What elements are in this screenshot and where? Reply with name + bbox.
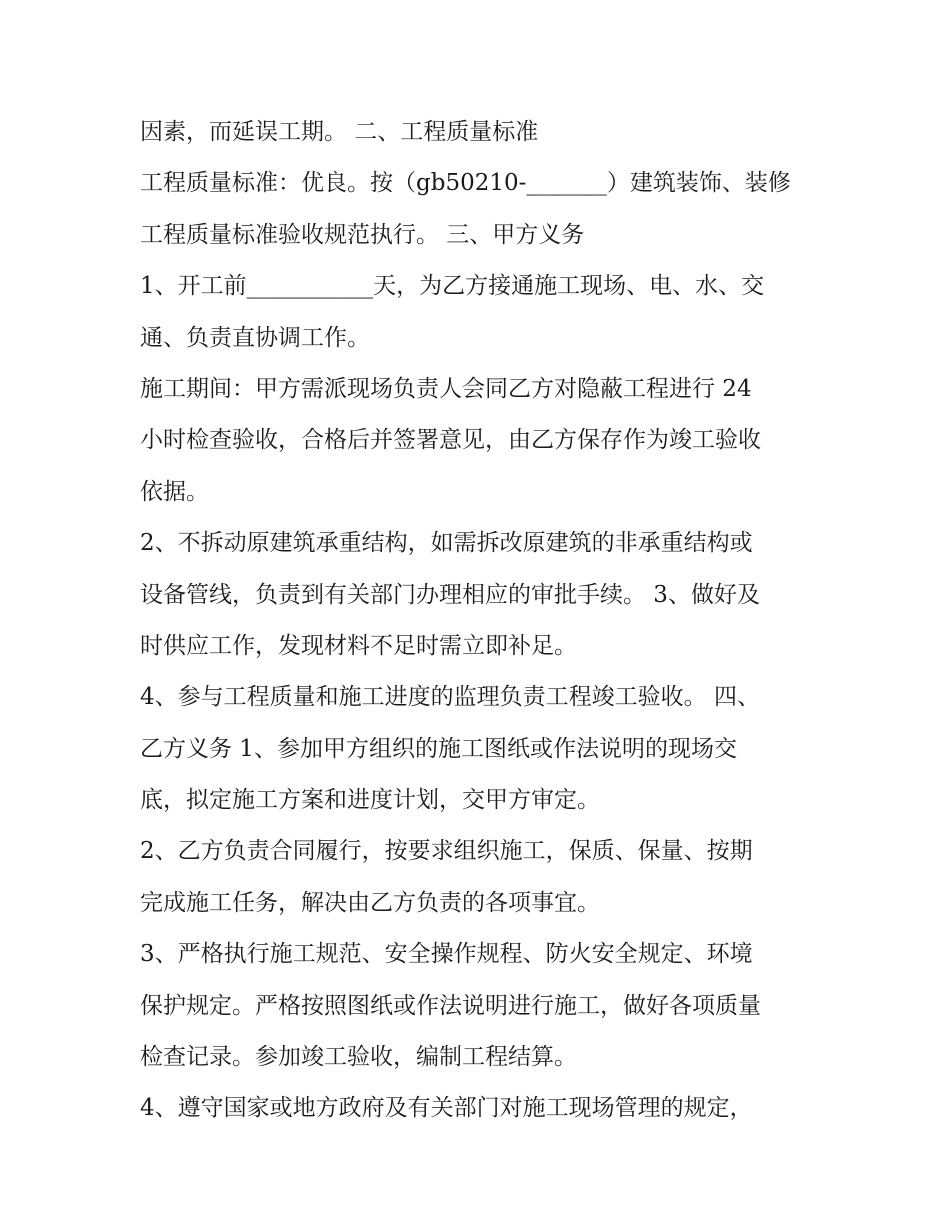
text-line: 2、乙方负责合同履行，按要求组织施工，保质、保量、按期 [140, 838, 753, 865]
text-line: 施工期间：甲方需派现场负责人会同乙方对隐蔽工程进行 24 [140, 375, 752, 402]
text-line: 工程质量标准：优良。按（gb50210-_______）建筑装饰、装修 [140, 170, 791, 197]
text-line: 依据。 [140, 478, 209, 505]
text-line: 设备管线，负责到有关部门办理相应的审批手续。 3、做好及 [140, 581, 760, 608]
text-line: 4、遵守国家或地方政府及有关部门对施工现场管理的规定， [140, 1095, 753, 1122]
text-line: 底，拟定施工方案和进度计划，交甲方审定。 [140, 787, 600, 814]
text-line: 1、开工前___________天，为乙方接通施工现场、电、水、交 [140, 273, 765, 300]
text-line: 乙方义务 1、参加甲方组织的施工图纸或作法说明的现场交 [140, 735, 737, 762]
text-line: 3、严格执行施工规范、安全操作规程、防火安全规定、环境 [140, 941, 753, 968]
text-line: 2、不拆动原建筑承重结构，如需拆改原建筑的非承重结构或 [140, 530, 753, 557]
document-body [140, 107, 840, 1135]
text-line: 通、负责直协调工作。 [140, 324, 370, 351]
text-line: 完成施工任务，解决由乙方负责的各项事宜。 [140, 889, 600, 916]
text-line: 因素，而延误工期。 二、工程质量标准 [140, 119, 539, 145]
text-line: 小时检查验收，合格后并签署意见，由乙方保存作为竣工验收 [140, 427, 761, 454]
text-line: 检查记录。参加竣工验收，编制工程结算。 [140, 1044, 577, 1071]
text-line: 保护规定。严格按照图纸或作法说明进行施工，做好各项质量 [140, 992, 761, 1019]
text-line: 工程质量标准验收规范执行。 三、甲方义务 [140, 221, 585, 248]
text-line: 4、参与工程质量和施工进度的监理负责工程竣工验收。 四、 [140, 684, 760, 711]
text-line: 时供应工作，发现材料不足时需立即补足。 [140, 632, 577, 659]
